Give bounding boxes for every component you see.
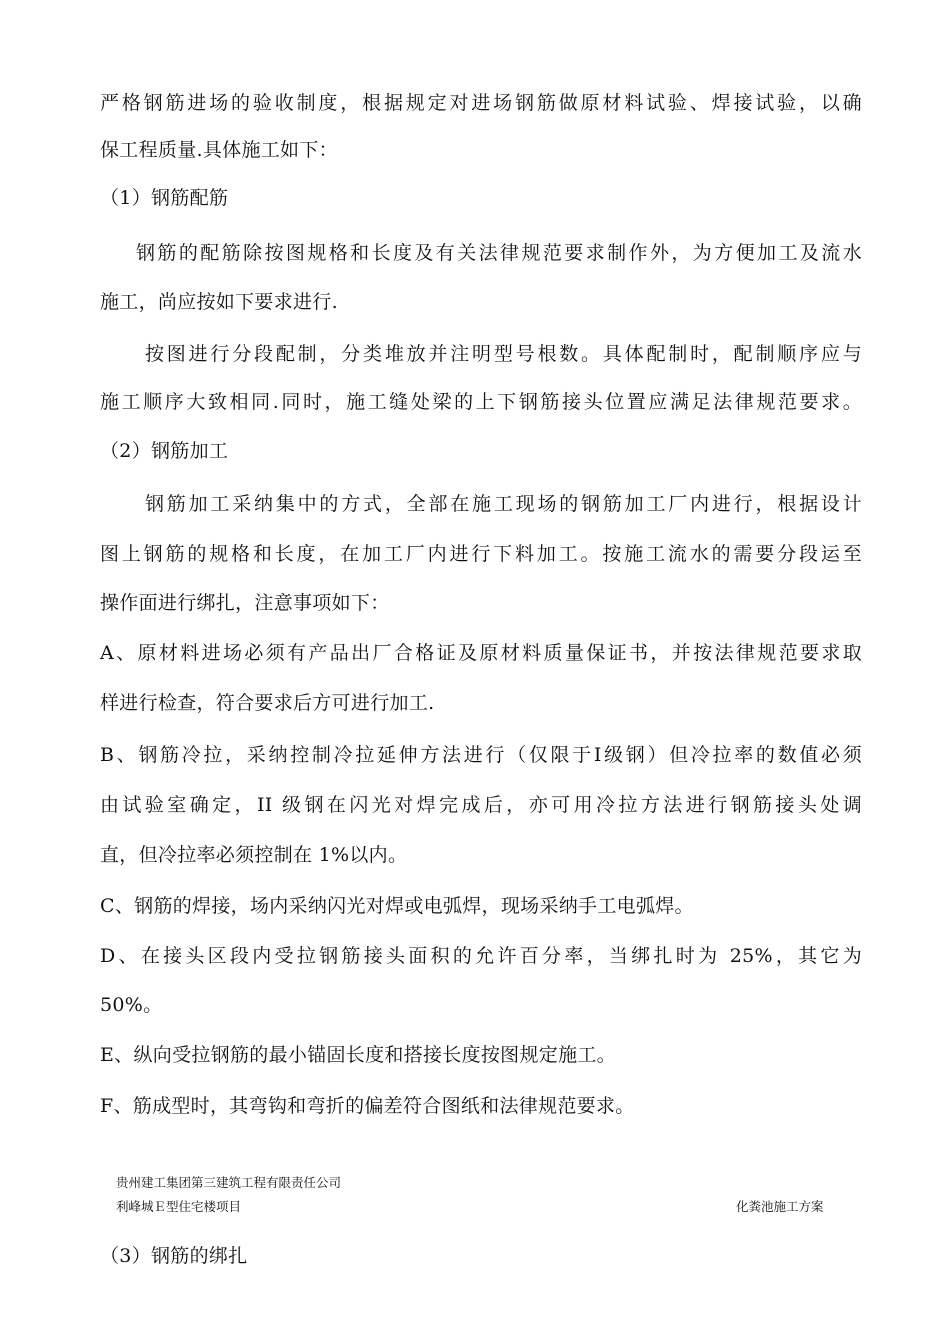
list-item-b-cont: 直，但冷拉率必须控制在 1%以内。 [100, 844, 408, 866]
paragraph-line: 图上钢筋的规格和长度，在加工厂内进行下料加工。按施工流水的需要分段运至 [100, 543, 862, 565]
footer-project: 利峰城Ｅ型住宅楼项目 [116, 1199, 242, 1214]
section-heading: （3）钢筋的绑扎 [100, 1245, 248, 1267]
paragraph-line: 操作面进行绑扎，注意事项如下： [100, 592, 390, 614]
paragraph-line: 钢筋的配筋除按图规格和长度及有关法律规范要求制作外，为方便加工及流水 [136, 242, 862, 264]
list-item-d-cont: 50%。 [100, 994, 163, 1016]
list-item-d: D、在接头区段内受拉钢筋接头面积的允许百分率，当绑扎时为 25%，其它为 [100, 945, 862, 967]
paragraph-line: 施工顺序大致相同.同时，施工缝处梁的上下钢筋接头位置应满足法律规范要求。 [100, 391, 862, 413]
section-heading: （1）钢筋配筋 [100, 187, 229, 209]
paragraph-line: 施工，尚应按如下要求进行. [100, 291, 338, 313]
footer-doc-title: 化粪池施工方案 [736, 1199, 824, 1214]
paragraph-line: 按图进行分段配制，分类堆放并注明型号根数。具体配制时，配制顺序应与 [145, 343, 862, 365]
section-heading: （2）钢筋加工 [100, 440, 229, 462]
list-item-a-cont: 样进行检查，符合要求后方可进行加工. [100, 692, 435, 714]
list-item-b: B、钢筋冷拉，采纳控制冷拉延伸方法进行（仅限于Ⅰ级钢）但冷拉率的数值必须 [100, 744, 862, 766]
list-item-b-cont: 由试验室确定，II 级钢在闪光对焊完成后，亦可用冷拉方法进行钢筋接头处调 [100, 794, 862, 816]
paragraph-line: 保工程质量.具体施工如下： [100, 139, 338, 161]
list-item-a: A、原材料进场必须有产品出厂合格证及原材料质量保证书，并按法律规范要求取 [100, 642, 862, 664]
paragraph-line: 严格钢筋进场的验收制度，根据规定对进场钢筋做原材料试验、焊接试验，以确 [100, 92, 862, 114]
paragraph-line: 钢筋加工采纳集中的方式，全部在施工现场的钢筋加工厂内进行，根据设计 [145, 493, 862, 515]
footer-company: 贵州建工集团第三建筑工程有限责任公司 [116, 1175, 342, 1190]
list-item-f: F、筋成型时，其弯钩和弯折的偏差符合图纸和法律规范要求。 [100, 1095, 635, 1117]
list-item-e: E、纵向受拉钢筋的最小锚固长度和搭接长度按图规定施工。 [100, 1044, 616, 1066]
list-item-c: C、钢筋的焊接，场内采纳闪光对焊或电弧焊，现场采纳手工电弧焊。 [100, 895, 694, 917]
